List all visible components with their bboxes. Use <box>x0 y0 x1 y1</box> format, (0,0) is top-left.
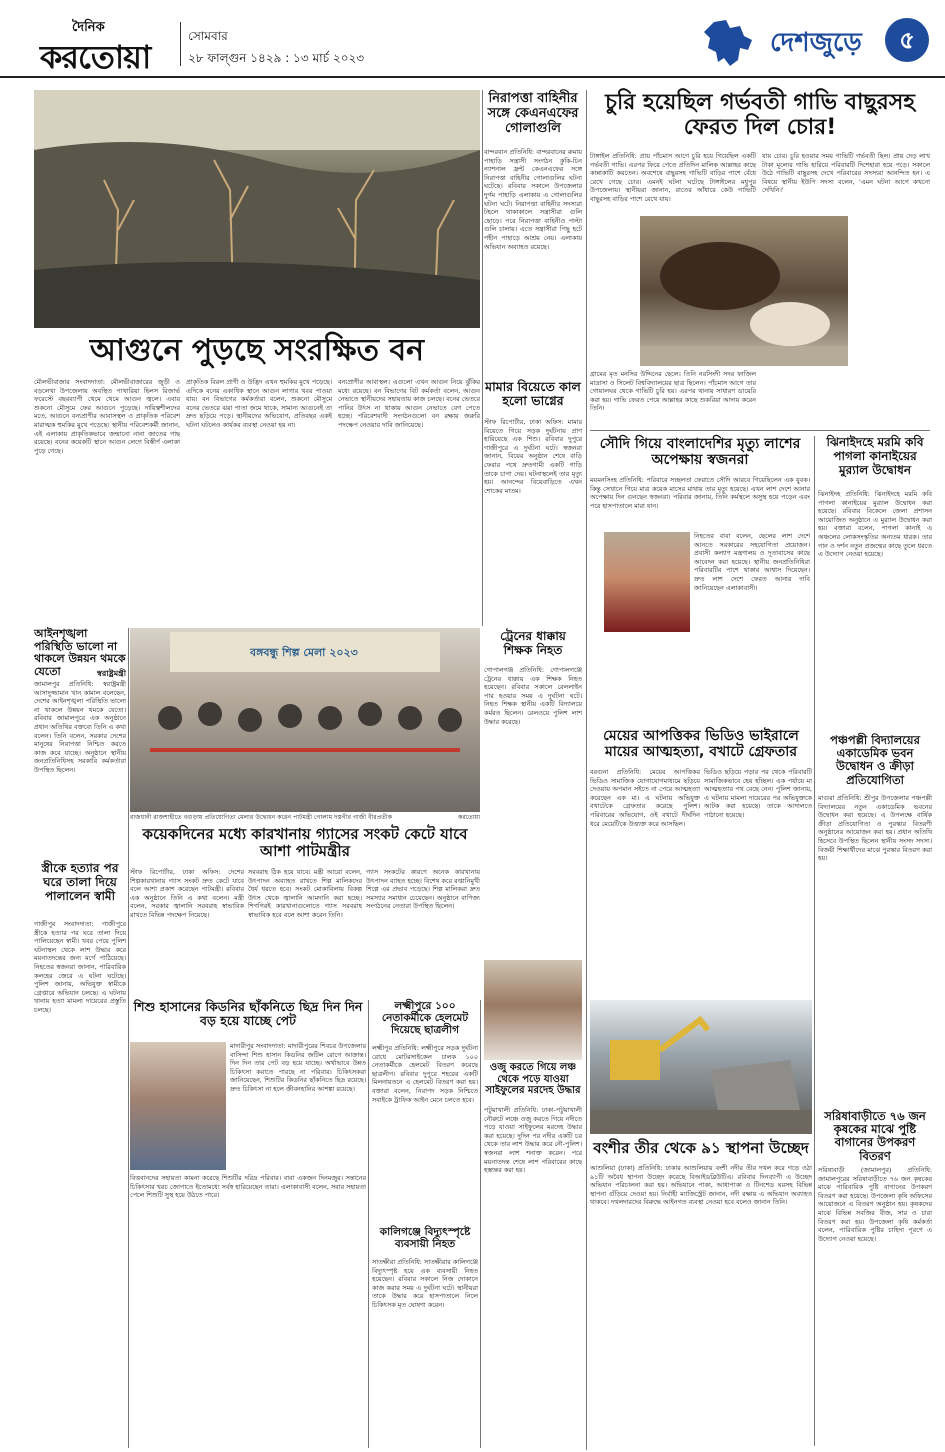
column-rule <box>368 1000 369 1448</box>
factory-headline: কয়েকদিনের মধ্যে কারখানায় গ্যাসের সংকট কেটে যাবে আশা পাটমন্ত্রীর <box>142 825 468 861</box>
cow-body-col1: টাঙ্গাইল প্রতিনিধি: প্রায় পাঁচমাস আগে চুরি হয়ে গিয়েছিল একটি গর্ভবতী গাভি। এরপর ফিরে পেতে প্রতিদিন মালিক আল্লাহর কাছে কান্নাকাটি করতেন। অবশেষে বাছুরসহ গাভিটি বাড়ির পাশে বেঁধে রেখে গেছে চোর। এমনই ঘটনা ঘটেছে টাঙ্গাইলের মধুপুর উপজেলায়। স্থানীয়রা জানান, রাতের আঁধারে কেউ গাভিটি বাছুরসহ বাড়ির পাশে রেখে যায়। <box>590 152 756 203</box>
issue-date: ২৮ ফাল্গুন ১৪২৯ : ১৩ মার্চ ২০২৩ <box>188 51 365 65</box>
column-rule <box>814 436 815 1446</box>
cow-body-col3: গ্রামের মৃত মনসির উদ্দিনের ছেলে। তিনি নরসিংদী সদর ফাজিল মাদ্রাসা ও সিলেট বিশ্ববিদ্যালয়ের ছাত্র ছিলেন। পাঁচমাস আগে তার গোয়ালঘর থেকে গাভিটি চুরি হয়। এরপর থানায় সাধারণ ডায়েরি করা হয়। গাভি ফেরত পেয়ে আল্লাহর কাছে শুকরিয়া আদায় করেন তিনি। <box>590 370 756 413</box>
eviction-photo <box>590 1000 812 1134</box>
row-rule <box>590 430 930 431</box>
photo-credit: করতোয়া <box>457 814 480 821</box>
eviction-headline: বংশীর তীর থেকে ৯১ স্থাপনা উচ্ছেদ <box>593 1139 809 1157</box>
fair-inauguration-photo <box>130 628 480 812</box>
school-body: মাগুরা প্রতিনিধি: শ্রীপুর উপজেলার পঞ্চপল্লী বিদ্যালয়ের নতুন একাডেমিক ভবনের উদ্বোধন করা হয়েছে। এ উপলক্ষে বার্ষিক ক্রীড়া প্রতিযোগিতা ও পুরস্কার বিতরণী অনুষ্ঠানের আয়োজন করা হয়। প্রধান অতিথি হিসেবে উপস্থিত ছিলেন স্থানীয় সংসদ সদস্য। বিজয়ী শিক্ষার্থীদের মাঝে পুরস্কার বিতরণ করা হয়। <box>818 794 932 863</box>
fair-banner-text: বঙ্গবন্ধু শিল্প মেলা ২০২৩ <box>250 646 358 659</box>
poet-headline: ঝিনাইদহে মরমি কবি পাগলা কানাইয়ের মুর‍্যাল উদ্বোধন <box>826 435 924 477</box>
train-headline: ট্রেনের ধাক্কায় শিক্ষক নিহত <box>500 629 566 657</box>
factory-body-col2: সরবরাহ ঠিক হয়ে যাবে। মন্ত্রী আরো বলেন, উৎপাদন অব্যাহত রাখতে শিল্প মালিকদের ধৈর্য ধরতে হবে। সংকট মোকাবিলায় বিকল্প উৎস থেকে জ্বালানি আমদানি করা হচ্ছে। শিগগিরই কারখানাগুলোতে গ্যাস সরবরাহ স্বাভাবিক হবে বলে আশা করেন তিনি। <box>248 868 362 919</box>
launch-headline: ওজু করতে গিয়ে লঞ্চ থেকে পড়ে যাওয়া সাইফুলের মরদেহ উদ্ধার <box>485 1062 581 1096</box>
farmers-body: সরিষাবাড়ী (জামালপুর) প্রতিনিধি: জামালপুরের সরিষাবাড়ীতে ৭৬ জন কৃষকের মাঝে পারিবারিক পুষ্টি বাগানের উপকরণ বিতরণ করা হয়েছে। উপজেলা কৃষি অফিসের আয়োজনে এ বিতরণ অনুষ্ঠান হয়। কৃষকদের মাঝে বিভিন্ন সবজির বীজ, সার ও চারা বিতরণ করা হয়। উপজেলা কৃষি কর্মকর্তা বলেন, পারিবারিক পুষ্টির চাহিদা পূরণে এ উদ্যোগ নেওয়া হয়েছে। <box>818 1166 932 1243</box>
masthead-divider <box>180 22 181 66</box>
launch-body: পটুয়াখালী প্রতিনিধি: ঢাকা-পটুয়াখালী নৌরুটে লঞ্চে ওজু করতে গিয়ে নদীতে পড়ে যাওয়া সাইফুলের মরদেহ উদ্ধার করা হয়েছে। দুদিন পর নদীর একটি চর থেকে তার লাশ উদ্ধার করে নৌ-পুলিশ। স্বজনরা লাশ শনাক্ত করেন। পরে ময়নাতদন্ত শেষে লাশ পরিবারের কাছে হস্তান্তর করা হয়। <box>484 1106 582 1175</box>
saudi-headline: সৌদি গিয়ে বাংলাদেশির মৃত্যু লাশের অপেক্ষায় স্বজনরা <box>599 436 801 469</box>
forest-fire-photo <box>34 90 480 328</box>
security-headline: নিরাপত্তা বাহিনীর সঙ্গে কেএনএফের গোলাগুলি <box>487 91 579 136</box>
drowned-youth-photo <box>484 960 582 1060</box>
forest-body-col1: মৌলভীবাজার সংবাদদাতা: মৌলভীবাজারের জুড়ী ও বড়লেখা উপজেলায় অবস্থিত পাথারিয়া হিলস রিজার্ভ ফরেস্টে বছরব্যাপী থেমে থেমে আগুন জ্বলে। এবার শুকনো মৌসুমে ফের আগুনে পুড়েছে। দায়িত্বশীলদের মতে, আগুনে বন্যপ্রাণীর আবাসস্থল ও প্রাকৃতিক পরিবেশ মারাত্মক হুমকির মুখে পড়েছে। স্থানীয় পরিবেশকর্মী জানান, এই এলাকায় প্রাকৃতিকভাবে জন্মানো নানা জাতের গাছ রয়েছে। বনের কয়েকটি স্থানে আগুন লেগে বিস্তীর্ণ এলাকা পুড়ে গেছে। <box>34 378 180 455</box>
helmet-body: লক্ষ্মীপুর প্রতিনিধি: লক্ষ্মীপুরে সড়ক দুর্ঘটনা রোধে মোটরসাইকেল চালক ১০০ নেতাকর্মীকে হেলমেট বিতরণ করেছে ছাত্রলীগ। রবিবার দুপুরে শহরের একটি মিলনায়তনে এ হেলমেট বিতরণ করা হয়। বক্তারা বলেন, নিরাপদ সড়ক নিশ্চিতে সবাইকে ট্রাফিক আইন মেনে চলতে হবে। <box>372 1044 478 1104</box>
wife-body: গাজীপুর সংবাদদাতা: গাজীপুরে স্ত্রীকে হত্যার পর ঘরে তালা দিয়ে পালিয়েছেন স্বামী। খবর পেয়ে পুলিশ ঘটনাস্থল থেকে লাশ উদ্ধার করে ময়নাতদন্তের জন্য মর্গে পাঠিয়েছে। নিহতের স্বজনরা জানান, পারিবারিক কলহের জেরে এ ঘটনা ঘটেছে। পুলিশ জানায়, অভিযুক্ত স্বামীকে গ্রেপ্তারে অভিযান চলছে। এ ঘটনায় থানায় হত্যা মামলা দায়েরের প্রস্তুতি চলছে। <box>34 920 126 1014</box>
forest-body-col3: বন্যপ্রাণীর আবাস্থল। এগুলো এখন আগুন নিয়ে ঝুঁকির মধ্যে রয়েছে। বন বিভাগের বিট কর্মকর্তা বলেন, আগুন নেভাতে স্থানীয়দের সহায়তায় কাজ চলছে। বনের ভেতরে পানির উৎস না থাকায় আগুন নেভাতে বেগ পেতে হচ্ছে। পরিবেশবাদী সংগঠনগুলো বন রক্ষায় জরুরি পদক্ষেপ নেওয়ার দাবি জানিয়েছে। <box>338 378 480 429</box>
electrocution-body: সাতক্ষীরা প্রতিনিধি: সাতক্ষীরার কালিগঞ্জে বিদ্যুৎস্পৃষ্ট হয়ে এক ব্যবসায়ী নিহত হয়েছেন। রবিবার সকালে নিজ দোকানে কাজ করার সময় এ দুর্ঘটনা ঘটে। স্থানীয়রা তাকে উদ্ধার করে হাসপাতালে নিলে চিকিৎসক মৃত ঘোষণা করেন। <box>372 1258 478 1309</box>
minister-headline: আইনশৃঙ্খলা পরিস্থিতি ভালো না থাকলে উন্নয়ন থমকে যেতো <box>34 627 126 678</box>
wife-headline: স্ত্রীকে হত্যার পর ঘরে তালা দিয়ে পালালেন স্বামী <box>41 861 119 903</box>
fair-photo-caption: রাজধানী রাজশাহীতে বগুড়ায় প্রতিযোগিতা মেলার উদ্বোধন করেন পাটমন্ত্রী গোলাম দস্তগীর গাজী বীরপ্রতীক <box>130 814 393 821</box>
section-title: দেশজুড়ে <box>770 28 862 58</box>
masthead <box>0 0 945 78</box>
child-headline: শিশু হাসানের কিডনির ছাঁকনিতে ছিদ্র দিন দিন বড় হয়ে যাচ্ছে পেট <box>133 999 363 1029</box>
train-body: গোপালগঞ্জ প্রতিনিধি: গোপালগঞ্জে ট্রেনের ধাক্কায় এক শিক্ষক নিহত হয়েছেন। রবিবার সকালে রেললাইন পার হওয়ার সময় এ দুর্ঘটনা ঘটে। নিহত শিক্ষক স্থানীয় একটি বিদ্যালয়ে কর্মরত ছিলেন। রেলওয়ে পুলিশ লাশ উদ্ধার করেছে। <box>484 666 582 726</box>
forest-headline: আগুনে পুড়ছে সংরক্ষিত বন <box>89 333 425 368</box>
video-body-col1: বরগুনা প্রতিনিধি: মেয়ের আপত্তিকর ভিডিও সামাজিক যোগাযোগমাধ্যমে ছড়িয়ে দেওয়ায় অপমান সইতে না পেরে আত্মহত্যা করেছেন এক মা। এ ঘটনায় অভিযুক্ত বখাটেকে গ্রেফতার করেছে পুলিশ। পরিবারের অভিযোগ, ওই বখাটে দীর্ঘদিন ধরে মেয়েটিকে উত্ত্যক্ত করে আসছিল। <box>590 768 700 828</box>
farmers-headline: সরিষাবাড়ীতে ৭৬ জন কৃষকের মাঝে পুষ্টি বাগানের উপকরণ বিতরণ <box>824 1109 926 1163</box>
video-headline: মেয়ের আপত্তিকর ভিডিও ভাইরালে মায়ের আত্মহত্যা, বখাটে গ্রেফতার <box>603 728 799 761</box>
child-body-col1: মাদারীপুর সংবাদদাতা: মাদারীপুরের শিবচর উপজেলার বাসিন্দা শিশু হাসান কিডনির জটিল রোগে আক্রান্ত। দিন দিন তার পেট বড় হয়ে যাচ্ছে। অর্থাভাবে উন্নত চিকিৎসা করাতে পারছে না পরিবার। চিকিৎসকরা জানিয়েছেন, শিশুটির কিডনির ছাঁকনিতে ছিদ্র রয়েছে। দ্রুত চিকিৎসা না হলে জীবনহানির আশঙ্কা রয়েছে। <box>230 1042 366 1093</box>
child-body-col2: বিত্তবানদের সহায়তা কামনা করেছে শিশুটির দরিদ্র পরিবার। বাবা একজন দিনমজুর। সন্তানের চিকিৎসার খরচ জোগাতে ইতোমধ্যে সর্বস্ব হারিয়েছেন তারা। এলাকাবাসী বলেন, সবার সহায়তা পেলে শিশুটি সুস্থ হয়ে উঠতে পারে। <box>130 1174 366 1200</box>
logo-small: দৈনিক <box>72 20 105 35</box>
cow-headline: চুরি হয়েছিল গর্ভবতী গাভি বাছুরসহ ফেরত দিল চোর! <box>605 90 915 141</box>
column-rule <box>480 1000 481 1448</box>
cow-photo <box>640 216 848 366</box>
forest-body-col2: প্রাকৃতিক বিরল প্রাণী ও উদ্ভিদ এখন হুমকির মুখে পড়েছে। এদিকে বনের একাধিক স্থানে আগুন লাগার খবর পাওয়া যায়। বন বিভাগের কর্মকর্তারা বলেন, শুকনো মৌসুমে বনের ভেতরে ঝরা পাতা জমে থাকে, সামান্য আগুনেই তা দ্রুত ছড়িয়ে পড়ে। স্থানীয়দের অভিযোগ, প্রতিবছর একই ঘটনা ঘটলেও কার্যকর ব্যবস্থা নেওয়া হয় না। <box>186 378 332 429</box>
cow-body-col2: যায় চোর। চুরি হওয়ার সময় গাভিটি গর্ভবতী ছিল। প্রায় দেড় লাখ টাকা মূল্যের গাভি হারিয়ে পরিবারটি দিশেহারা হয়ে পড়ে। সকালে উঠে গাভিটি বাছুরসহ দেখে পরিবারের সদস্যরা আনন্দিত হন। এ বিষয়ে স্থানীয় ইউপি সদস্য বলেন, 'এমন ঘটনা আগে কখনো দেখিনি।' <box>762 152 930 195</box>
page-number: ৫ <box>885 18 929 62</box>
marriage-headline: মামার বিয়েতে কাল হলো ভাগ্নের <box>485 379 581 409</box>
security-body: বান্দরবান প্রতিনিধি: বান্দরবানের রুমায় পাহাড়ি সন্ত্রাসী সংগঠন কুকি-চিন ন্যাশনাল ফ্রন্ট কেএনএফের সঙ্গে নিরাপত্তা বাহিনীর গোলাগুলির ঘটনা ঘটেছে। রবিবার সকালে উপজেলার দুর্গম পাহাড়ি এলাকায় এ গোলাগুলির ঘটনা ঘটে। নিরাপত্তা বাহিনীর সদস্যরা টহলে থাকাকালে সন্ত্রাসীরা গুলি ছোড়ে। পরে নিরাপত্তা বাহিনীও পাল্টা গুলি চালায়। এতে সন্ত্রাসীরা পিছু হটে গহীন পাহাড়ে আশ্রয় নেয়। এলাকায় অভিযান অব্যাহত রয়েছে। <box>484 148 582 251</box>
column-rule <box>128 628 129 1448</box>
eviction-body: আশুলিয়া (ঢাকা) প্রতিনিধি: ঢাকার আশুলিয়ায় বংশী নদীর তীর দখল করে গড়ে ওঠা ৯১টি অবৈধ স্থাপনা উচ্ছেদ করেছে বিআইডব্লিউটিএ। রবিবার দিনব্যাপী এ উচ্ছেদ অভিযান পরিচালনা করা হয়। অভিযানে পাকা, আধাপাকা ও টিনশেড ঘরসহ বিভিন্ন স্থাপনা গুঁড়িয়ে দেওয়া হয়। নির্বাহী ম্যাজিস্ট্রেট জানান, নদী রক্ষায় এ অভিযান অব্যাহত থাকবে। দখলদারদের বিরুদ্ধে আইনগত ব্যবস্থা নেওয়া হবে বলেও জানান তিনি। <box>590 1164 812 1207</box>
issue-day: সোমবার <box>188 29 228 43</box>
newspaper-logo: করতোয়া <box>40 38 151 76</box>
bangladesh-map-icon <box>700 18 756 68</box>
factory-body-col1: স্টাফ রিপোর্টার, ঢাকা অফিস: দেশের শিল্পকারখানায় গ্যাস সংকট দ্রুত কেটে যাবে বলে আশা প্রকাশ করেছেন পাটমন্ত্রী। রবিবার এক অনুষ্ঠানে তিনি এ কথা বলেন। মন্ত্রী বলেন, সরকার জ্বালানি সরবরাহ স্বাভাবিক রাখতে বিভিন্ন পদক্ষেপ নিয়েছে। <box>130 868 244 919</box>
saudi-body-col1: ময়মনসিংহ প্রতিনিধি: পরিবারে সচ্ছলতা ফেরাতে সৌদি আরবে গিয়েছিলেন এক যুবক। কিন্তু সেখানে গিয়ে মাত্র কয়েক মাসের মাথায় তার মৃত্যু হয়েছে। এখন লাশ দেশে আনার অপেক্ষায় দিন গুনছেন স্বজনরা। পরিবার জানায়, তিনি কর্মস্থলে অসুস্থ হয়ে পড়েন এবং পরে হাসপাতালে মারা যান। <box>590 476 810 510</box>
factory-body-col3: গ্যাস সংকটের কারণে অনেক কারখানায় উৎপাদন ব্যাহত হচ্ছে। বিশেষ করে রপ্তানিমুখী শিল্পে এর প্রভাব পড়েছে। শিল্প মালিকরা দ্রুত সমস্যার সমাধান চেয়েছেন। অনুষ্ঠানে বাণিজ্য সংগঠনের নেতারা উপস্থিত ছিলেন। <box>366 868 480 911</box>
minister-body: জামালপুর প্রতিনিধি: স্বরাষ্ট্রমন্ত্রী আসাদুজ্জামান খান কামাল বলেছেন, দেশের আইনশৃঙ্খলা পরিস্থিতি ভালো না থাকলে উন্নয়ন থমকে যেতো। রবিবার জামালপুরে এক অনুষ্ঠানে প্রধান অতিথির বক্তব্যে তিনি এ কথা বলেন। তিনি বলেন, সরকার দেশের মানুষের নিরাপত্তা নিশ্চিত করতে কাজ করে যাচ্ছে। অনুষ্ঠানে স্থানীয় জনপ্রতিনিধিসহ সরকারি কর্মকর্তারা উপস্থিত ছিলেন। <box>34 680 126 774</box>
minister-subhead: স্বরাষ্ট্রমন্ত্রী <box>97 669 126 678</box>
school-headline: পঞ্চপল্লী বিদ্যালয়ের একাডেমিক ভবন উদ্বোধন ও ক্রীড়া প্রতিযোগিতা <box>830 733 920 787</box>
electrocution-headline: কালিগঞ্জে বিদ্যুৎস্পৃষ্টে ব্যবসায়ী নিহত <box>379 1226 471 1251</box>
video-body-col2: ভিডিও ছড়িয়ে পড়ার পর থেকে পরিবারটি সামাজিকভাবে হেয় হচ্ছিল। এক পর্যায়ে মা আত্মহত্যার পথ বেছে নেন। পুলিশ জানায়, এ ঘটনায় মামলা দায়েরের পর অভিযুক্তকে আটক করা হয়েছে। তাকে আদালতে পাঠানো হয়েছে। <box>704 768 812 819</box>
child-patient-photo <box>130 1042 226 1170</box>
marriage-body: স্টাফ রিপোর্টার, ঢাকা অফিস: মামার বিয়েতে গিয়ে সড়ক দুর্ঘটনায় প্রাণ হারিয়েছে এক শিশু। রবিবার দুপুরে গাজীপুরে এ দুর্ঘটনা ঘটে। স্বজনরা জানান, বিয়ের অনুষ্ঠান শেষে বাড়ি ফেরার পথে দ্রুতগামী একটি গাড়ি তাকে চাপা দেয়। ঘটনাস্থলেই তার মৃত্যু হয়। আনন্দের বিয়েবাড়িতে এখন শোকের মাতম। <box>484 418 582 495</box>
deceased-man-photo <box>604 532 690 632</box>
poet-body: ঝিনাইদহ প্রতিনিধি: ঝিনাইদহে মরমি কবি পাগলা কানাইয়ের মুর‍্যাল উদ্বোধন করা হয়েছে। রবিবার বিকেলে জেলা প্রশাসন আয়োজিত অনুষ্ঠানে এ মুর‍্যাল উদ্বোধন করা হয়। বক্তারা বলেন, পাগলা কানাই এ অঞ্চলের লোকসংস্কৃতির অন্যতম ধারক। তার গান ও দর্শন নতুন প্রজন্মের কাছে তুলে ধরতে এ উদ্যোগ নেওয়া হয়েছে। <box>818 490 932 559</box>
saudi-body-col2: নিহতের বাবা বলেন, ছেলের লাশ দেশে আনতে সরকারের সহযোগিতা প্রয়োজন। প্রবাসী কল্যাণ মন্ত্রণালয় ও দূতাবাসের কাছে আবেদন করা হয়েছে। স্থানীয় জনপ্রতিনিধিরা পরিবারটির পাশে থাকার আশ্বাস দিয়েছেন। দ্রুত লাশ দেশে ফেরত আনার দাবি জানিয়েছেন এলাকাবাসী। <box>694 532 810 592</box>
column-rule <box>482 90 483 626</box>
helmet-headline: লক্ষ্মীপুরে ১০০ নেতাকর্মীকে হেলমেট দিয়েছে ছাত্রলীগ <box>381 1000 469 1037</box>
column-rule <box>586 90 587 1450</box>
